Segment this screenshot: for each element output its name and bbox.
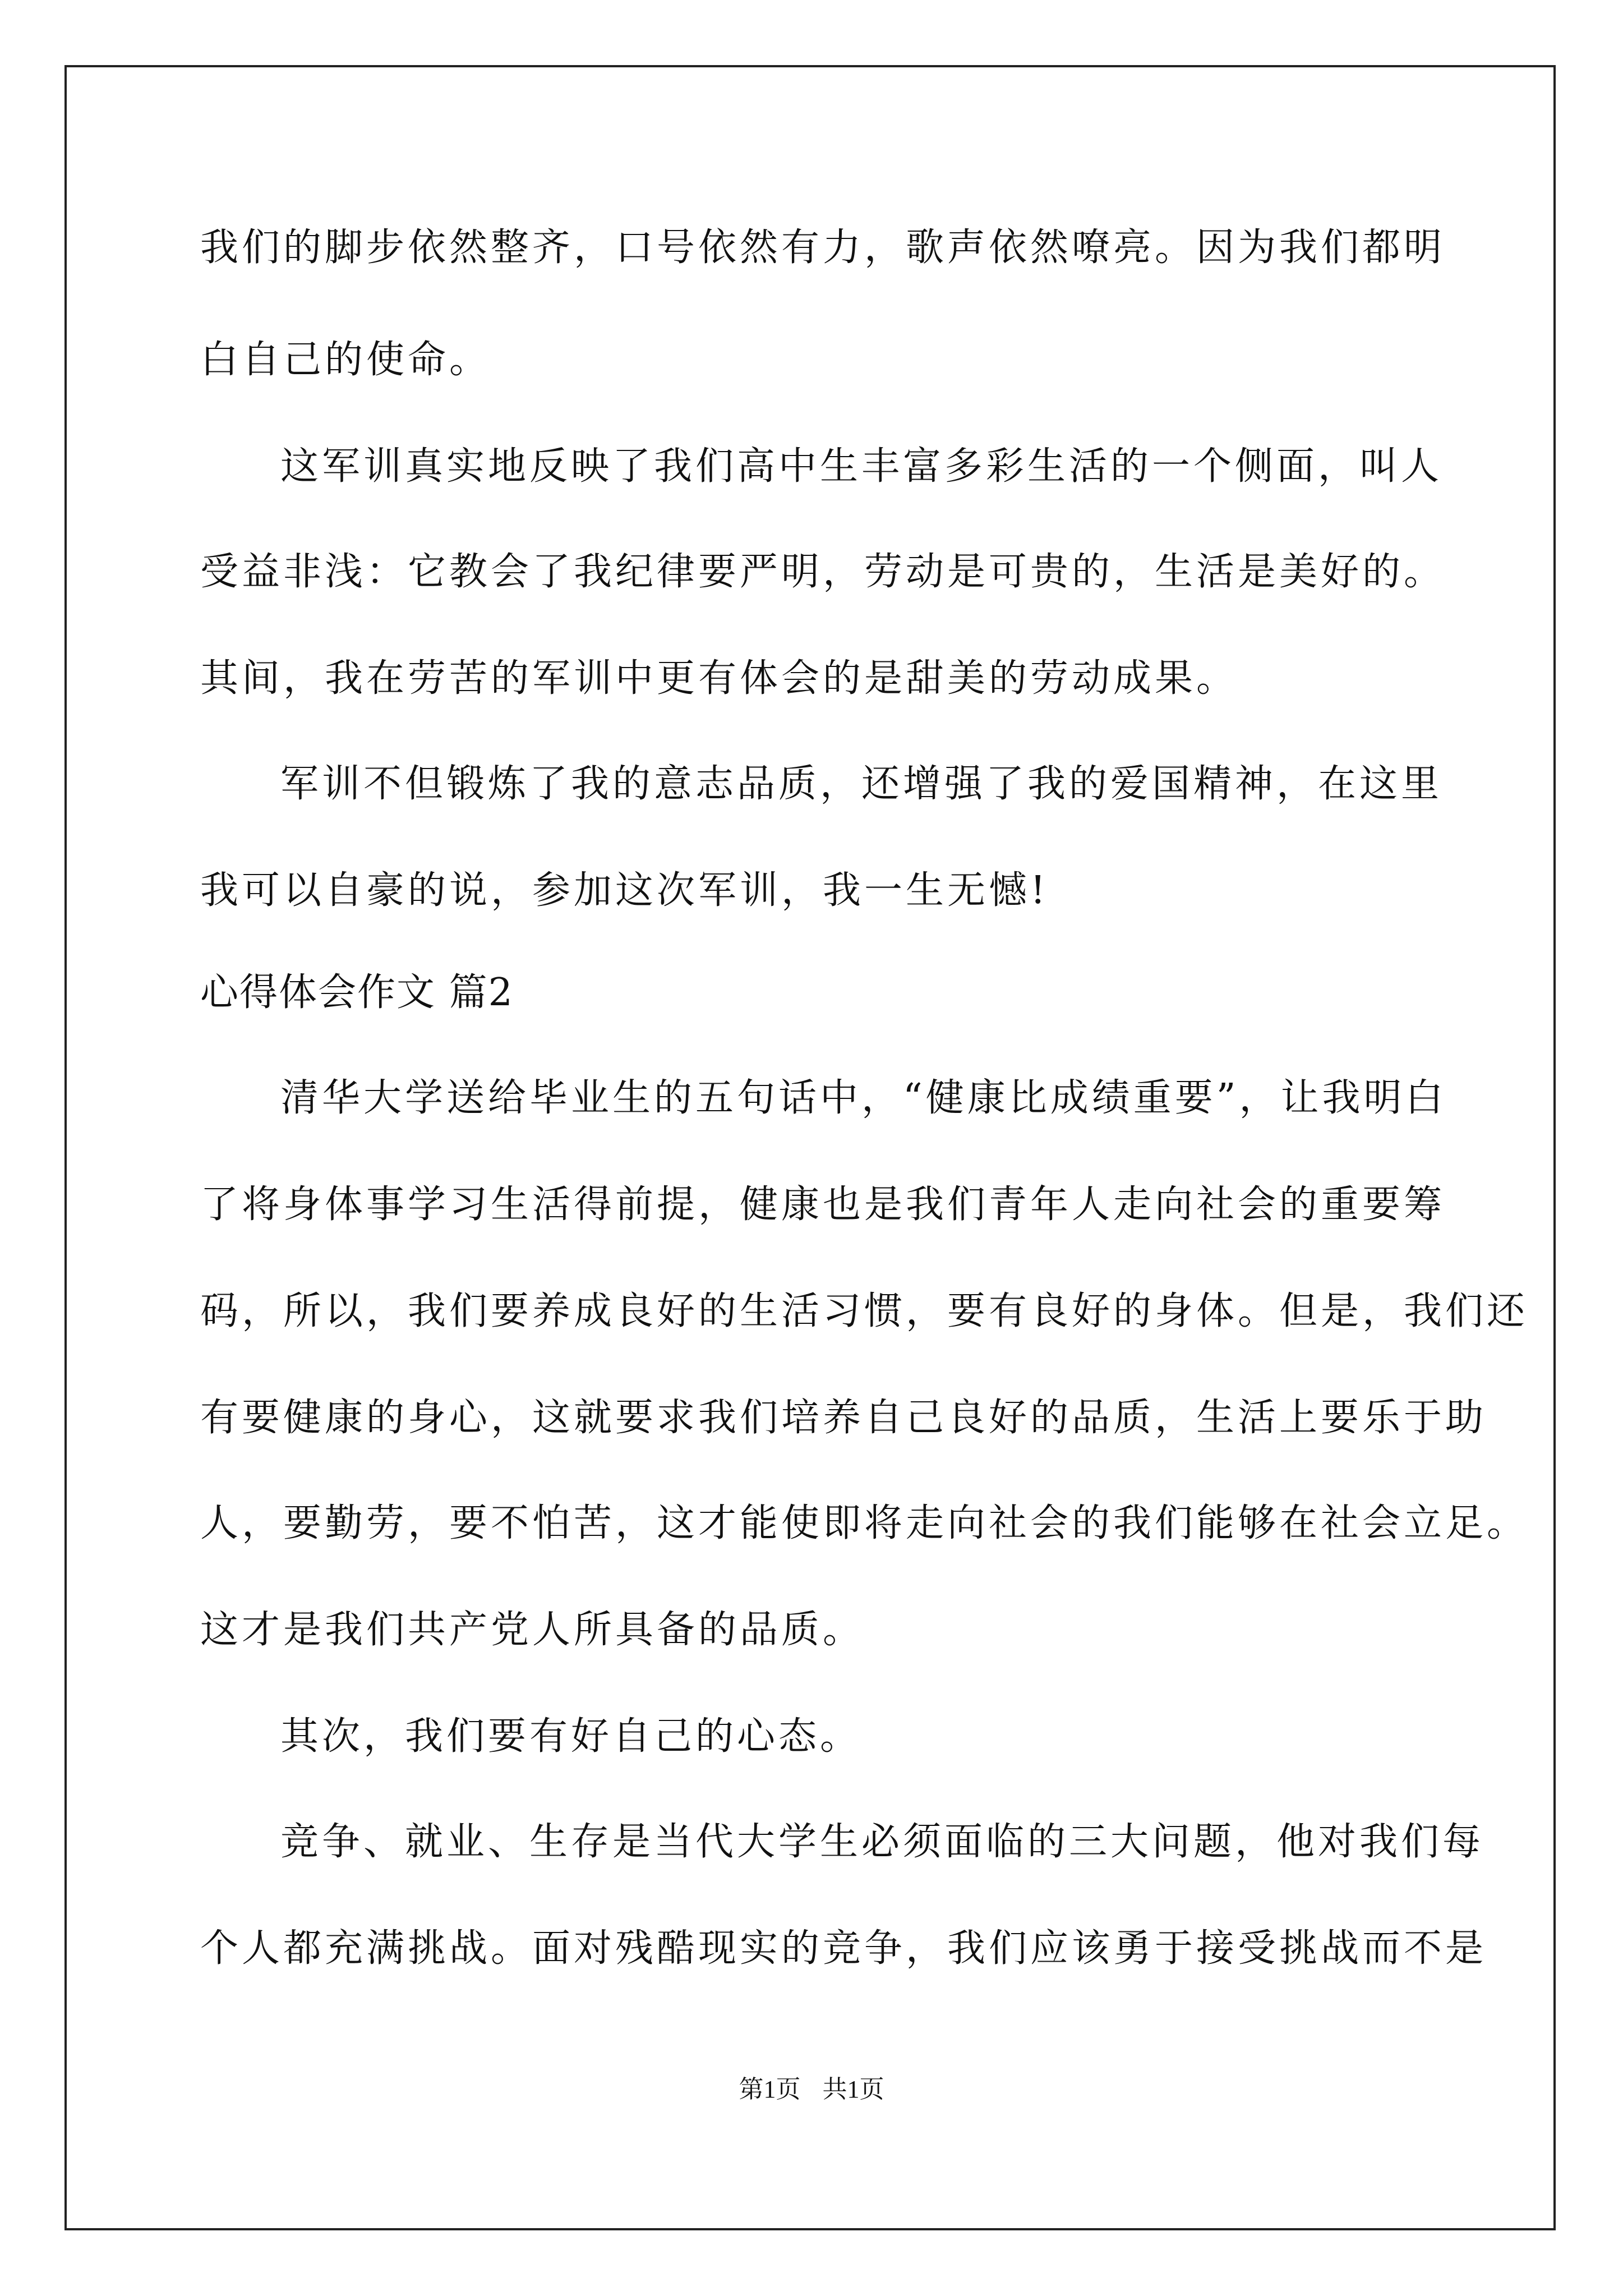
text-line: 清华大学送给毕业生的五句话中，“健康比成绩重要”，让我明白 bbox=[280, 1076, 1447, 1120]
text-line: 竞争、就业、生存是当代大学生必须面临的三大问题，他对我们每 bbox=[280, 1820, 1484, 1864]
text-line: 码，所以，我们要养成良好的生活习惯，要有良好的身体。但是，我们还 bbox=[200, 1289, 1529, 1333]
text-line: 个人都充满挑战。面对残酷现实的竞争，我们应该勇于接受挑战而不是 bbox=[200, 1926, 1487, 1971]
text-line: 有要健康的身心，这就要求我们培养自己良好的品质，生活上要乐于助 bbox=[200, 1396, 1487, 1440]
page-border bbox=[64, 65, 1556, 2230]
text-line: 我们的脚步依然整齐，口号依然有力，歌声依然嘹亮。因为我们都明 bbox=[200, 226, 1446, 270]
text-line: 军训不但锻炼了我的意志品质，还增强了我的爱国精神，在这里 bbox=[280, 762, 1443, 806]
page-number: 第1页 bbox=[739, 2076, 801, 2103]
page-footer bbox=[0, 2076, 1623, 2104]
text-line: 人，要勤劳，要不怕苦，这才能使即将走向社会的我们能够在社会立足。 bbox=[200, 1501, 1529, 1545]
text-line: 我可以自豪的说，参加这次军训，我一生无憾! bbox=[200, 868, 1049, 913]
section-heading: 心得体会作文 篇2 bbox=[200, 970, 514, 1015]
text-line: 受益非浅：它教会了我纪律要严明，劳动是可贵的，生活是美好的。 bbox=[200, 550, 1446, 594]
text-line: 了将身体事学习生活得前提，健康也是我们青年人走向社会的重要筹 bbox=[200, 1182, 1446, 1227]
text-line: 其次，我们要有好自己的心态。 bbox=[280, 1714, 862, 1759]
text-line: 白自己的使命。 bbox=[200, 338, 491, 382]
page-total: 共1页 bbox=[822, 2076, 884, 2103]
text-line: 其间，我在劳苦的军训中更有体会的是甜美的劳动成果。 bbox=[200, 656, 1238, 701]
text-line: 这才是我们共产党人所具备的品质。 bbox=[200, 1608, 865, 1652]
text-line: 这军训真实地反映了我们高中生丰富多彩生活的一个侧面，叫人 bbox=[280, 444, 1443, 489]
